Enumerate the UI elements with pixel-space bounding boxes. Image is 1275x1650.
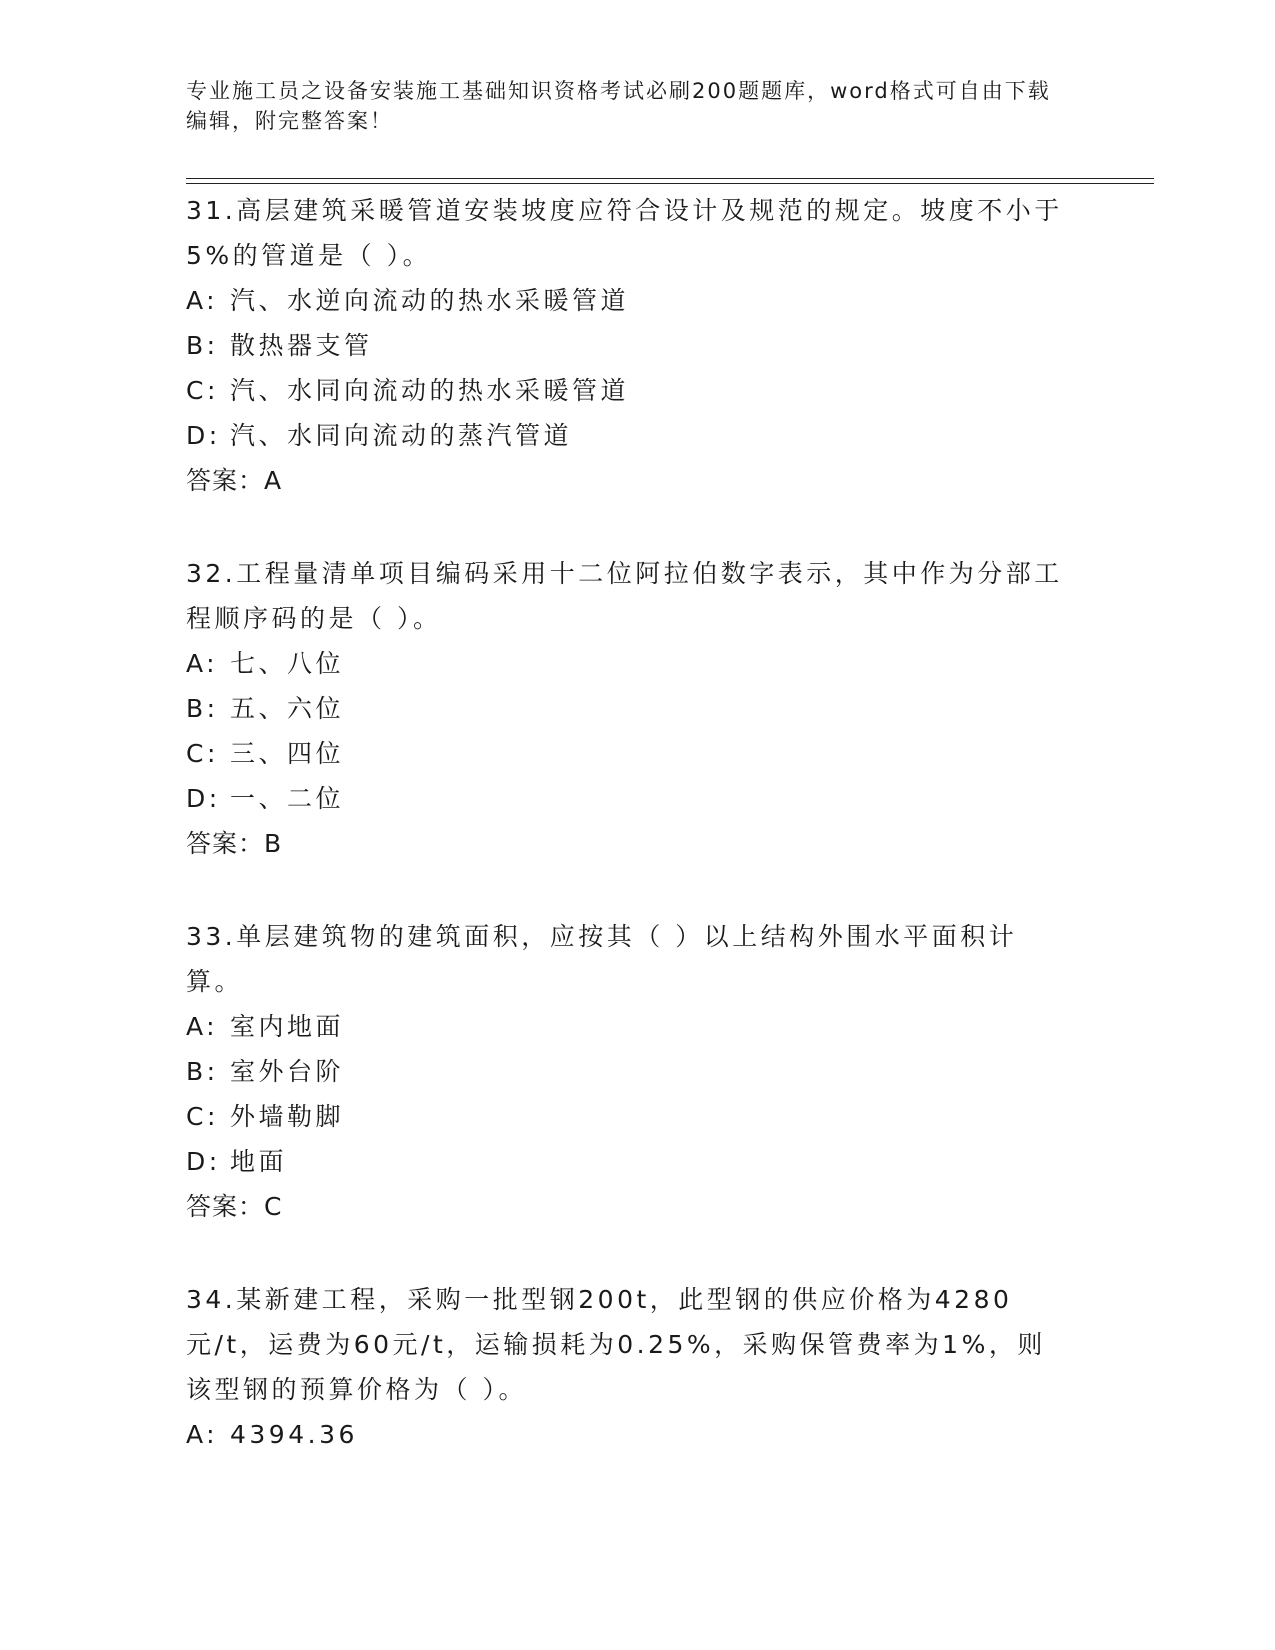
- question-spacer: [186, 1229, 1066, 1277]
- option-a: [186, 641, 1066, 686]
- option-key: A:: [186, 286, 219, 315]
- option-key: A:: [186, 1012, 219, 1041]
- option-key: C:: [186, 1102, 219, 1131]
- option-text: 外墙勒脚: [230, 1102, 345, 1131]
- option-key: C:: [186, 376, 219, 405]
- option-c: [186, 731, 1066, 776]
- option-key: A:: [186, 649, 219, 678]
- option-key: D:: [186, 1147, 221, 1176]
- option-text: 散热器支管: [230, 331, 373, 360]
- question-31: [186, 188, 1066, 503]
- question-spacer: [186, 866, 1066, 914]
- question-stem: 33.单层建筑物的建筑面积，应按其（ ）以上结构外围水平面积计算。: [186, 922, 1018, 996]
- question-stem: 31.高层建筑采暖管道安装坡度应符合设计及规范的规定。坡度不小于5%的管道是（ ）。: [186, 196, 1063, 270]
- option-a: [186, 1004, 1066, 1049]
- question-stem: 34.某新建工程，采购一批型钢200t，此型钢的供应价格为4280元/t，运费为60元/t，运输损耗为0.25%，采购保管费率为1%，则该型钢的预算价格为（ ）。: [186, 1285, 1046, 1404]
- option-b: [186, 1049, 1066, 1094]
- option-key: C:: [186, 739, 219, 768]
- option-key: B:: [186, 331, 219, 360]
- question-list: [186, 188, 1066, 1457]
- document-header: 专业施工员之设备安装施工基础知识资格考试必刷200题题库，word格式可自由下载编辑，附完整答案！: [186, 79, 1051, 133]
- header-divider-top: [186, 178, 1154, 179]
- option-text: 五、六位: [230, 694, 345, 723]
- answer-line: 答案：B: [186, 829, 283, 858]
- option-c: [186, 1094, 1066, 1139]
- option-key: D:: [186, 421, 221, 450]
- option-key: B:: [186, 1057, 219, 1086]
- question-32: [186, 551, 1066, 866]
- option-key: B:: [186, 694, 219, 723]
- option-text: 室内地面: [230, 1012, 345, 1041]
- option-text: 室外台阶: [230, 1057, 345, 1086]
- option-d: [186, 776, 1066, 821]
- answer-line: 答案：A: [186, 466, 283, 495]
- option-a: [186, 1412, 1066, 1457]
- option-text: 4394.36: [230, 1420, 358, 1449]
- option-b: [186, 323, 1066, 368]
- header-divider-bottom: [186, 183, 1154, 184]
- option-text: 三、四位: [230, 739, 345, 768]
- option-text: 七、八位: [230, 649, 345, 678]
- question-spacer: [186, 503, 1066, 551]
- option-d: [186, 1139, 1066, 1184]
- option-text: 一、二位: [230, 784, 345, 813]
- option-text: 汽、水同向流动的蒸汽管道: [230, 421, 573, 450]
- option-a: [186, 278, 1066, 323]
- option-key: D:: [186, 784, 221, 813]
- option-d: [186, 413, 1066, 458]
- option-text: 地面: [230, 1147, 288, 1176]
- option-key: A:: [186, 1420, 219, 1449]
- option-b: [186, 686, 1066, 731]
- option-text: 汽、水逆向流动的热水采暖管道: [230, 286, 630, 315]
- question-34: [186, 1277, 1066, 1457]
- question-33: [186, 914, 1066, 1229]
- option-text: 汽、水同向流动的热水采暖管道: [230, 376, 630, 405]
- answer-line: 答案：C: [186, 1192, 283, 1221]
- question-stem: 32.工程量清单项目编码采用十二位阿拉伯数字表示，其中作为分部工程顺序码的是（ ）。: [186, 559, 1063, 633]
- option-c: [186, 368, 1066, 413]
